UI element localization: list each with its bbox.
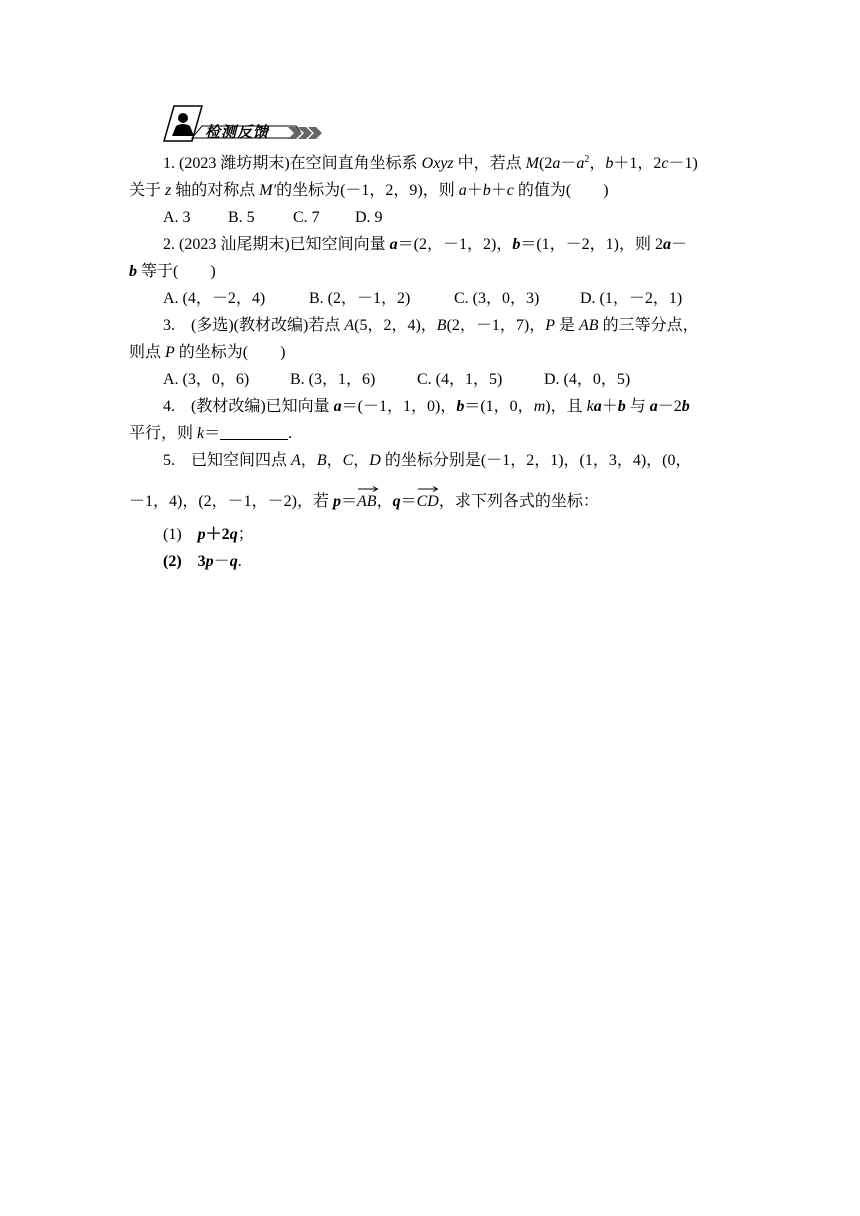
person-icon [178,113,188,123]
q3-option-d[interactable]: D. (4，0，5) [544,371,631,388]
q2-option-b[interactable]: B. (2，－1，2) [309,290,411,307]
vector-arrow-icon [357,486,379,492]
q3-option-a[interactable]: A. (3，0，6) [163,371,250,388]
q5-sub2: (2) 3p－q. [163,553,242,570]
q5-sub1: (1) p＋2q； [163,526,254,543]
q1-option-c[interactable]: C. 7 [293,209,320,226]
vector-ab: AB [357,492,377,512]
q2-options [163,289,682,309]
vector-cd: CD [417,492,439,512]
section-title: 检测反馈 [205,123,270,141]
q1-option-a[interactable]: A. 3 [163,209,191,226]
q2-option-a[interactable]: A. (4，－2，4) [163,290,266,307]
q3-option-b[interactable]: B. (3，1，6) [290,371,376,388]
q4-line2: 平行，则 k＝ . [129,425,293,442]
q1-line2: 关于 z 轴的对称点 M′的坐标为(－1，2，9)，则 a＋b＋c 的值为( ) [129,182,609,199]
q1-line1: 1. (2023 潍坊期末)在空间直角坐标系 Oxyz 中，若点 $M(2a-a^2$，b＋1，2c－1) [163,154,698,172]
q2-option-c[interactable]: C. (3，0，3) [454,290,540,307]
q2-option-d[interactable]: D. (1，－2，1) [580,290,683,307]
q2-line1: 2. (2023 汕尾期末)已知空间向量 a＝(2，－1，2)，b＝(1，－2，1)，则 2a－ [163,236,688,253]
q3-option-c[interactable]: C. (4，1，5) [417,371,503,388]
q4-line1: 4. (教材改编)已知向量 a＝(－1，1，0)，b＝(1，0，m)，且 ka＋b 与 a－2b [163,398,690,415]
vector-arrow-icon [417,486,439,492]
q3-options [163,370,630,390]
chevrons-icon [288,127,322,139]
q3-line2: 则点 P 的坐标为( ) [129,344,286,361]
q5-line1: 5. 已知空间四点 A，B，C，D 的坐标分别是(－1，2，1)，(1，3，4)，(0， [163,452,692,469]
q1-option-b[interactable]: B. 5 [228,209,255,226]
section-header [162,104,322,144]
q4-answer-blank[interactable] [220,425,288,440]
q3-line1: 3. (多选)(教材改编)若点 A(5，2，4)，B(2，－1，7)，P 是 AB 的三等分点， [163,317,699,334]
q2-line2: b 等于( ) [129,263,216,280]
q1-options [163,208,383,228]
q1-option-d[interactable]: D. 9 [355,209,383,226]
q5-line2: －1，4)，(2，－1，－2)，若 p＝ AB，q＝ CD，求下列各式的坐标： [129,492,599,512]
